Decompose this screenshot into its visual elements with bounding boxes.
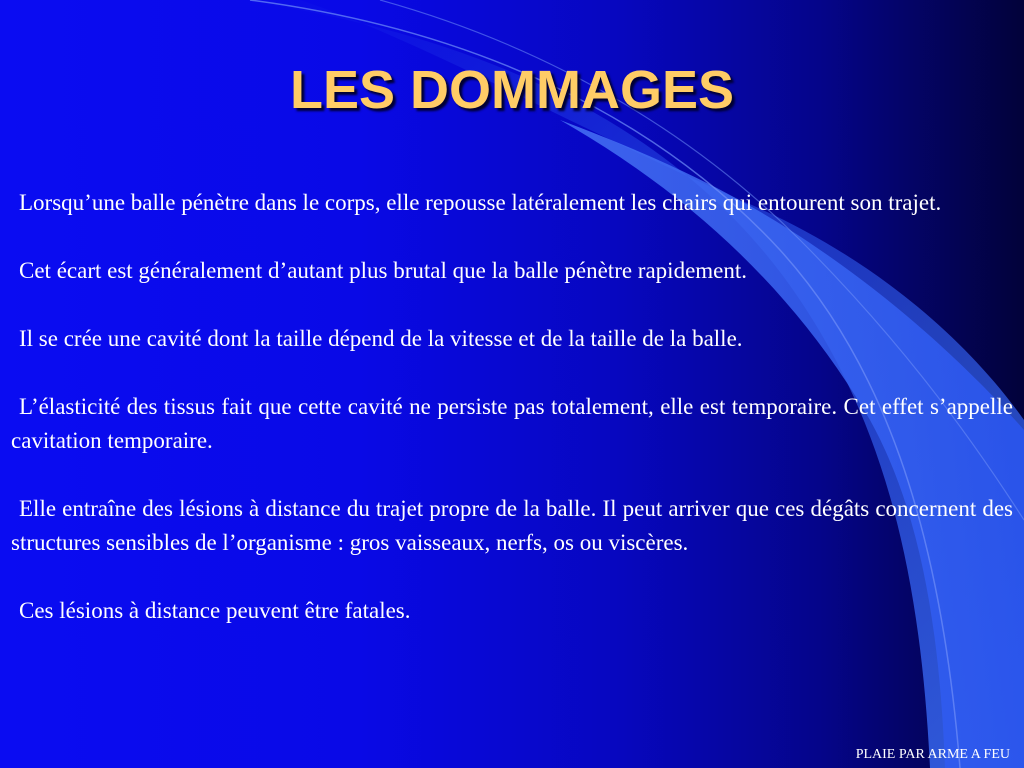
paragraph-2: Cet écart est généralement d’autant plus brutal que la balle pénètre rapidement. xyxy=(19,258,748,283)
paragraph-1: Lorsqu’une balle pénètre dans le corps, elle repousse latéralement les chairs qui entourent son trajet. xyxy=(19,190,942,215)
slide-title: LES DOMMAGES xyxy=(289,60,735,120)
paragraph-4: L’élasticité des tissus fait que cette cavité ne persiste pas totalement, elle est temporaire. Cet effet s’appelle cavitation temporaire. xyxy=(11,394,1013,453)
paragraph-5: Elle entraîne des lésions à distance du trajet propre de la balle. Il peut arriver que ces dégâts concernent des structures sensibles de l’organisme : gros vaisseaux, nerfs, os ou viscères. xyxy=(11,496,1013,555)
paragraph-6: Ces lésions à distance peuvent être fatales. xyxy=(19,598,411,623)
slide-footer: PLAIE PAR ARME A FEU xyxy=(855,747,1010,762)
paragraph-3: Il se crée une cavité dont la taille dépend de la vitesse et de la taille de la balle. xyxy=(19,326,743,351)
slide-body xyxy=(11,186,1013,662)
